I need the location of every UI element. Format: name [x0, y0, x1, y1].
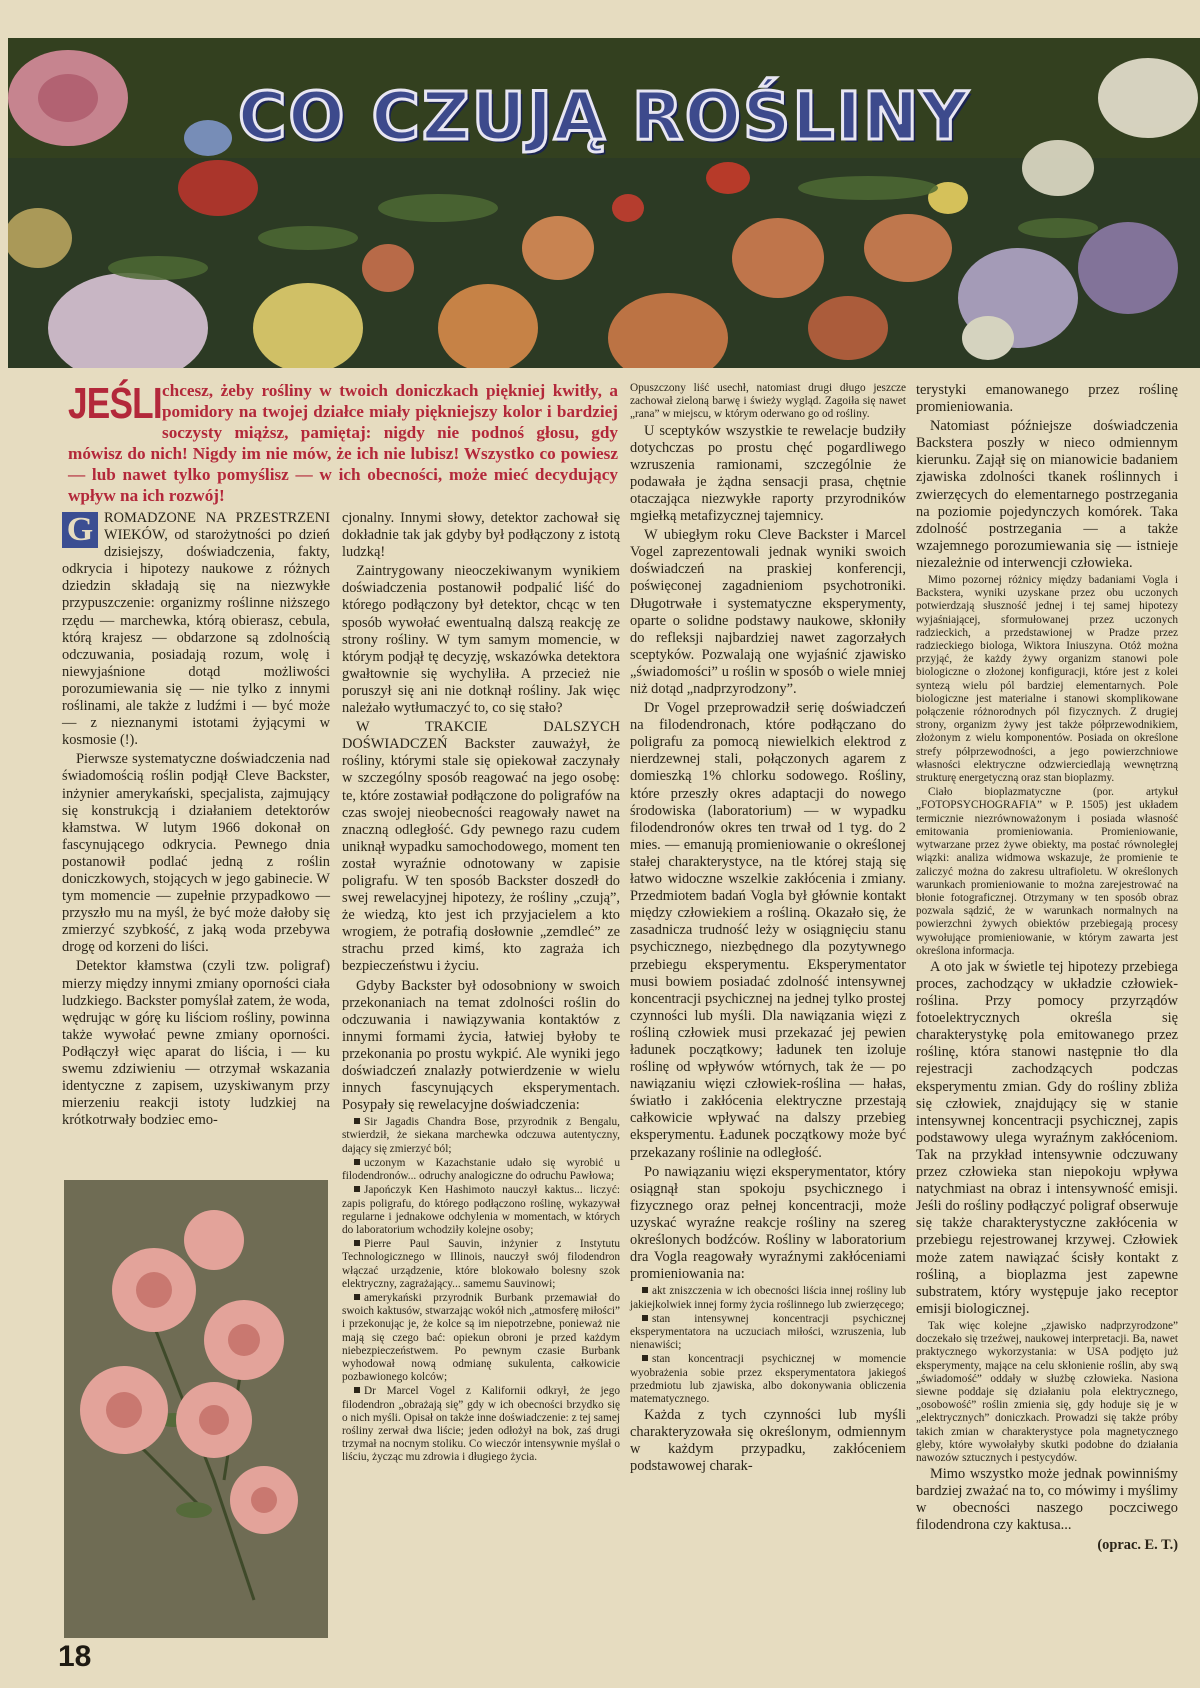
flower-banner — [8, 38, 1200, 368]
col2-bullet-2: uczonym w Kazachstanie udało się wyrobić u filodendronów... odruchy analogiczne do odruchu Pawłowa; — [342, 1156, 620, 1183]
col2-bullet-list — [342, 1116, 620, 1464]
col4-s3: Tak więc kolejne „zjawisko nadprzyrodzone” doczekało się trzeźwej, naukowej interpretacji. Ba, nawet praktycznego wykorzystania: w USA podjęto już eksperymenty, mające na celu skłonienie roślin, aby swą „świadomość” oddały w służbę człowieka. Nasiona siewne poddaje się działaniu pola elektrycznego, „osobowość” roślin zmienia się, gdy hoduje się je w „elektrycznych” doniczkach. Prowadzi się także próby takich zmian w charakterystyce pola magnetycznego gleby, które wywołałyby skutki podobne do działania nawozów sztucznych i pestycydów. — [916, 1319, 1178, 1464]
author-signature: (oprac. E. T.) — [1097, 1536, 1178, 1553]
rose-bouquet-image — [64, 1180, 328, 1638]
col4-p2: A oto jak w świetle tej hipotezy przebiega proces, zachodzący w układzie człowiek-roślina. Przy pomocy przyrządów fotoelektrycznych określa się charakterystykę pola emitowanego przez roślinę, która stanowi następnie tło dla rejestracji zachodzących podczas eksperymentu zmian. Gdy do rośliny zbliża się człowiek, znajdujący się w stanie intensywnej koncentracji psychicznej, zapis podstawowy ulega wyraźnym zakłóceniom. Tak na przykład intensywnie odczuwany przez człowieka stan niepokoju wpływa natychmiast na obraz i intensywność emisji. Jeśli do rośliny podłączyć poligraf obserwuje się także charakterystyczne zakłócenia w przebiegu rejestrowanej krzywej. Człowiek może zatem nawiązać ścisły kontakt z rośliną, a bioplazma jest zapewne substratem, który występuje jako receptor emisji biologicznej. — [916, 958, 1178, 1317]
bullet-icon — [354, 1159, 360, 1165]
col2-bullet-5: amerykański przyrodnik Burbank przemawiał do swoich kaktusów, stwarzając wokół nich „atmosferę miłości” i przekonując je, że kolce są im niepotrzebne, ponieważ nie mają się czego bać: opiekun obroni je przed każdym niebezpieczeństwem. Po pewnym czasie Burbank wyhodował nową odmianę sukulenta, całkowicie pozbawionego kolców; — [342, 1291, 620, 1384]
col3-p4: Po nawiązaniu więzi eksperymentator, który osiągnął stan spokoju psychicznego i fizycznego oraz pełnej koncentracji, może uzyskać wyraźne reakcje rośliny na szereg określonych bodźców. Rośliny w laboratorium dra Vogla reagowały wyraźnymi zakłóceniami promieniowania na: — [630, 1163, 906, 1283]
col3-bullet-3: stan koncentracji psychicznej w momencie wyobrażenia sobie przez eksperymentatora jakiegoś przedmiotu lub zjawiska, albo dokonywania obliczenia matematycznego. — [630, 1353, 906, 1405]
bullet-icon — [354, 1118, 360, 1124]
col3-bullet-2: stan intensywnej koncentracji psychicznej eksperymentatora na uczuciach miłości, wzruszenia, lub nienawiści; — [630, 1312, 906, 1352]
col4-s2: Ciało bioplazmatyczne (por. artykuł „FOTOPSYCHOGRAFIA” w P. 1505) jest układem termicznie niezrównoważonym i posiada własność emitowania promieniowania. Promieniowanie, wytwarzane przez żywe obiekty, ma postać równoległej wiązki: analiza widmowa wskazuje, że promienie te zaliczyć można do zakresu ultrafioletu. W określonych warunkach promieniowanie to można zarejestrować na błonie fotograficznej. Otrzymany w ten sposób obraz pozwala sądzić, że w warunkach normalnych na powierzchni żywych obiektów przebiegają procesy wywołujące promieniowanie, w którym zawarta jest określona informacja. — [916, 786, 1178, 957]
drop-cap: G — [62, 512, 98, 548]
column-4 — [916, 382, 1178, 1556]
bullet-icon — [354, 1387, 360, 1393]
lead-paragraph — [68, 380, 618, 506]
col2-p3: W TRAKCIE DALSZYCH DOŚWIADCZEŃ Backster zauważył, że rośliny, którymi stale się opiekował zaczynały w szczególny sposób reagować na jego osobę: te, które zostawiał podłączone do poligrafów na czas swojej nieobecności reagowały nawet na znaczną odległość. Gdy pewnego razu cudem uniknął wypadku samochodowego, moment ten został wyraźnie odnotowany w zapisie poligrafu. W ten sposób Backster doszedł do swej rewelacyjnej hipotezy, że rośliny „czują”, że wiedzą, kto jest ich przyjacielem a kto wrogiem, że potrafią dosłownie „zemdleć” ze strachu przed kimś, kto zagraża ich bezpieczeństwu i życiu. — [342, 719, 620, 975]
bullet-icon — [642, 1355, 648, 1361]
bullet-icon — [642, 1315, 648, 1321]
col2-p4: Gdyby Backster był odosobniony w swoich przekonaniach na temat zdolności roślin do odczuwania i nawiązywania kontaktów z innymi formami życia, łatwiej byłoby te przekonania po prostu wykpić. Ale wyniki jego doświadczeń znalazły potwierdzenie w wielu innych fascynujących eksperymentach. Posypały się rewelacyjne doświadczenia: — [342, 977, 620, 1114]
article-title: CO CZUJĄ ROŚLINY — [237, 78, 971, 155]
col3-p2: W ubiegłym roku Cleve Backster i Marcel Vogel zaprezentowali jednak wyniki swoich doświadczeń na praskiej konferencji, poświęconej zagadnieniom psychotroniki. Długotrwałe i systematyczne eksperymenty, oparte o solidne podstawy naukowe, skłoniły do refleksji najbardziej nawet zagorzałych sceptyków. Pozwalają one wyjaśnić zjawisko „świadomości” u roślin w sposób o wiele mniej niż dotąd „nadprzyrodzony”. — [630, 527, 906, 698]
col2-bullet-3: Japończyk Ken Hashimoto nauczył kaktus... liczyć: zapis poligrafu, do którego podłączono roślinę, wykazywał regularne i jednakowe odchylenia w momentach, w których do laboratorium wchodziły kolejne osoby; — [342, 1184, 620, 1236]
col3-p1: U sceptyków wszystkie te rewelacje budziły dotychczas po prostu chęć pogardliwego wzruszenia ramionami, szczególnie że podawała je żądna sensacji prasa, chętnie otaczająca niezwykłe raporty przyrodników mgiełką metafizycznej tajemnicy. — [630, 422, 906, 525]
lead-text: chcesz, żeby rośliny w twoich doniczkach piękniej kwitły, a pomidory na twojej działce miały piękniejszy kolor i bardziej soczysty miąższ, pamiętaj: nigdy nie podnoś głosu, gdy mówisz do nich! Nigdy im nie mów, że ich nie lubisz! Wszystko co powiesz — lub nawet tylko pomyślisz — w ich obecności, może mieć decydujący wpływ na ich rozwój! — [68, 381, 618, 505]
col3-bullet-list — [630, 1285, 906, 1406]
lead-dropword: JEŚLI — [68, 379, 162, 428]
col4-s1: Mimo pozornej różnicy między badaniami Vogla i Backstera, wyniki uzyskane przez obu uczonych potwierdzają słuszność jednej i tej samej hipotezy wyjaśniającej, sformułowanej przez uczonych radzieckich, a przedstawionej w Pradze przez radzieckiego biologa, Wiktora Iniuszyna. Otóż można przyjąć, że każdy żywy organizm stanowi pole biologiczne o złożonej konfiguracji, które jest z kolei syntezą wielu pól bardziej elementarnych. Pole biologiczne jest materialne i stanowi skomplikowane połączenie różnorodnych pól fizycznych. Z drugiej strony, organizm żywy jest także półprzewodnikiem, złożonym z wielu komponentów. Posiada on określone strefy półprzewodności, a jego powierzchniowe własności elektryczne odzwierciedlają wewnętrzną strukturę energetyczną oraz stan bioplazmy. — [916, 574, 1178, 785]
col3-p5: Każda z tych czynności lub myśli charakteryzowała się określonym, odmiennym w każdym przypadku, zakłóceniem podstawowej charak- — [630, 1407, 906, 1475]
col1-p1: ROMADZONE NA PRZESTRZENI WIEKÓW, od starożytności po dzień dzisiejszy, doświadczenia, fakty, odkrycia i hipotezy naukowe z różnych dziedzin składają się na niezwykłe przypuszczenie: organizmy roślinne niższego rzędu — marchewka, którą obierasz, cebula, którą krajesz — obdarzone są zdolnością odczuwania, posiadają rozum, wolę i niewyjaśnione dotąd możliwości porozumiewania się — nie tylko z innymi roślinami, ale także z ludźmi i — być może — z nieznanymi istotami żyjącymi w kosmosie (!). — [62, 510, 330, 749]
col4-p3: Mimo wszystko może jednak powinniśmy bardziej zważać na to, co mówimy i myślimy w obecności naszego poczciwego filodendrona czy kaktusa... — [916, 1466, 1178, 1534]
col2-p2: Zaintrygowany nieoczekiwanym wynikiem doświadczenia postanowił podpalić liść do którego podłączony był detektor, chcąc w ten sposób wywołać ewentualną dalszą reakcję ze strony rośliny. W tym samym momencie, w którym podjął tę decyzję, wskazówka detektora gwałtownie się wychyliła. A przecież nie poruszył się ani nie dotknął rośliny. Jak więc należało wytłumaczyć to, co się stało? — [342, 563, 620, 717]
page-number: 18 — [58, 1640, 92, 1673]
col1-p2: Pierwsze systematyczne doświadczenia nad świadomością roślin podjął Cleve Backster, inżynier amerykański, specjalista, zajmujący się konstrukcją i działaniem detektorów kłamstwa. W lutym 1966 dokonał on fascynującego odkrycia. Pewnego dnia postanowił podlać jedną z roślin doniczkowych, stojących w jego gabinecie. W tym momencie — zupełnie przypadkowo — przyszło mu na myśl, że być może dałoby się zmierzyć szybkość, z jaką woda przebywa drogę od korzeni do liści. — [62, 751, 330, 956]
col3-bullet-1: akt zniszczenia w ich obecności liścia innej rośliny lub jakiejkolwiek innej formy życia roślinnego lub zwierzęcego; — [630, 1285, 906, 1311]
column-2 — [342, 510, 620, 1466]
col2-p1: cjonalny. Innymi słowy, detektor zachował się dokładnie tak jak gdyby był podłączony z istotą ludzką! — [342, 510, 620, 561]
bullet-icon — [354, 1240, 360, 1246]
column-3 — [630, 382, 906, 1478]
col2-bullet-1: Sir Jagadis Chandra Bose, przyrodnik z Bengalu, stwierdził, że siekana marchewka odczuwa autentyczny, dający się zmierzyć ból; — [342, 1116, 620, 1155]
bullet-icon — [354, 1294, 360, 1300]
bullet-icon — [354, 1186, 360, 1192]
col4-p0: terystyki emanowanego przez roślinę promieniowania. — [916, 382, 1178, 416]
col3-p3: Dr Vogel przeprowadził serię doświadczeń na filodendronach, które podłączano do poligrafu za pomocą niewielkich elektrod z nierdzewnej stali, połączonych agarem z domieszką 1% chlorku sodowego. Rośliny, które przeszły okres adaptacji do nowego środowiska (laboratorium) — w wypadku filodendronów okres ten trwał od 1 tyg. do 2 mies. — emanują promieniowanie o określonej stałej charakterystyce, na tle której stają się łatwo widoczne wszelkie zakłócenia i zmiany. Przedmiotem badań Vogla był głównie kontakt między człowiekiem a rośliną. Okazało się, że zasadnicza trudność leży w osiągnięciu stanu psychicznego, niezbędnego dla pozytywnego przebiegu eksperymentu. Eksperymentator musi bowiem posiadać zdolność intensywnej koncentracji psychicznej na jednej tylko prostej czynności lub myśli. Dla nawiązania więzi z rośliną człowiek musi przekazać jej pewien ładunek początkowy; ładunek ten izoluje roślinę od wpływów wtórnych, tak że — po nawiązaniu więzi człowiek-roślina — hałas, światło i zakłócenia elektryczne przestają całkowicie wpływać na dalszy przebieg eksperymentu. Ładunek początkowy może być przekazany roślinie na odległość. — [630, 700, 906, 1161]
col2-bullet-4: Pierre Paul Sauvin, inżynier z Instytutu Technologicznego w Illinois, nauczył swój filodendron włączać urządzenie, które blokowało bolesny szok elektryczny, zagrażający... samemu Sauvinowi; — [342, 1238, 620, 1290]
col3-p0: Opuszczony liść usechł, natomiast drugi długo jeszcze zachował zieloną barwę i świeży wygląd. Zagoiła się nawet „rana” w miejscu, w którym oderwano go od rośliny. — [630, 382, 906, 421]
bullet-icon — [642, 1287, 648, 1293]
col1-p3: Detektor kłamstwa (czyli tzw. poligraf) mierzy między innymi zmiany oporności ciała ludzkiego. Backster pomyślał zatem, że woda, wędrując w górę ku liściom rośliny, powinna także wywołać pewne zmiany oporności. Podłączył więc aparat do liścia, i — ku swemu zdziwieniu — otrzymał wskazania identyczne z zapisem, uzyskiwanym przy mierzeniu reakcji istoty ludzkiej na krótkotrwały bodziec emo- — [62, 958, 330, 1129]
roses-photo — [64, 1180, 328, 1638]
col2-bullet-6: Dr Marcel Vogel z Kalifornii odkrył, że jego filodendron „obrażają się” gdy w ich obecności brzydko się o nich myśli. Opisał on także inne doświadczenie: z tej samej rośliny zerwał dwa liście; jeden odłożył na bok, zaś drugi trzymał na nocnym stoliku. Co wieczór intensywnie myślał o liściu, życząc mu zdrowia i długiego życia. — [342, 1385, 620, 1464]
column-1 — [62, 510, 330, 1131]
col4-p1: Natomiast późniejsze doświadczenia Backstera poszły w nieco odmiennym kierunku. Zajął się on mianowicie badaniem zjawiska zdolności tkanek roślinnych i zwierzęcych do elementarnego postrzegania na poziomie pojedynczych komórek. Taka zdolność postrzegania — a także wzajemnego porozumiewania się — istnieje niezależnie od interwencji człowieka. — [916, 418, 1178, 571]
